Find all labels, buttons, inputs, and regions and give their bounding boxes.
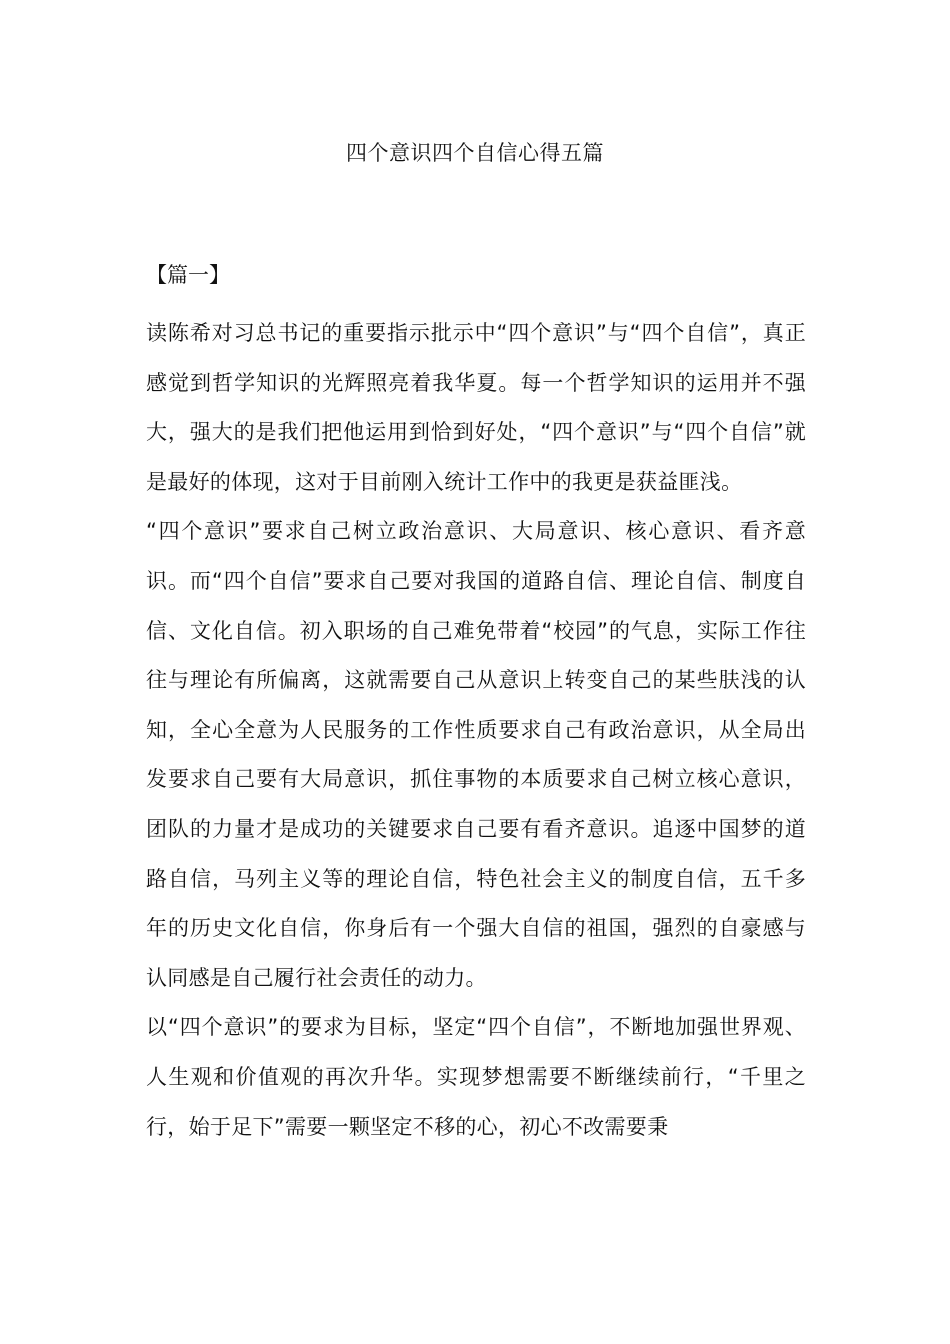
paragraph: 读陈希对习总书记的重要指示批示中“四个意识”与“四个自信”，真正感觉到哲学知识的光辉照亮着我华夏。每一个哲学知识的运用并不强大，强大的是我们把他运用到恰到好处，“四个意识”与“四个自信”就是最好的体现，这对于目前刚入统计工作中的我更是获益匪浅。 bbox=[146, 321, 806, 494]
document-title: 四个意识四个自信心得五篇 bbox=[346, 141, 604, 165]
paragraph: 以“四个意识”的要求为目标，坚定“四个自信”，不断地加强世界观、人生观和价值观的再次升华。实现梦想需要不断继续前行，“千里之行，始于足下”需要一颗坚定不移的心，初心不改需要秉 bbox=[146, 1015, 806, 1139]
section-heading: 【篇一】 bbox=[146, 263, 230, 287]
paragraph: “四个意识”要求自己树立政治意识、大局意识、核心意识、看齐意识。而“四个自信”要求自己要对我国的道路自信、理论自信、制度自信、文化自信。初入职场的自己难免带着“校园”的气息，实际工作往往与理论有所偏离，这就需要自己从意识上转变自己的某些肤浅的认知，全心全意为人民服务的工作性质要求自己有政治意识，从全局出发要求自己要有大局意识，抓住事物的本质要求自己树立核心意识，团队的力量才是成功的关键要求自己要有看齐意识。追逐中国梦的道路自信，马列主义等的理论自信，特色社会主义的制度自信，五千多年的历史文化自信，你身后有一个强大自信的祖国，强烈的自豪感与认同感是自己履行社会责任的动力。 bbox=[146, 519, 806, 990]
document-body bbox=[146, 309, 806, 1152]
